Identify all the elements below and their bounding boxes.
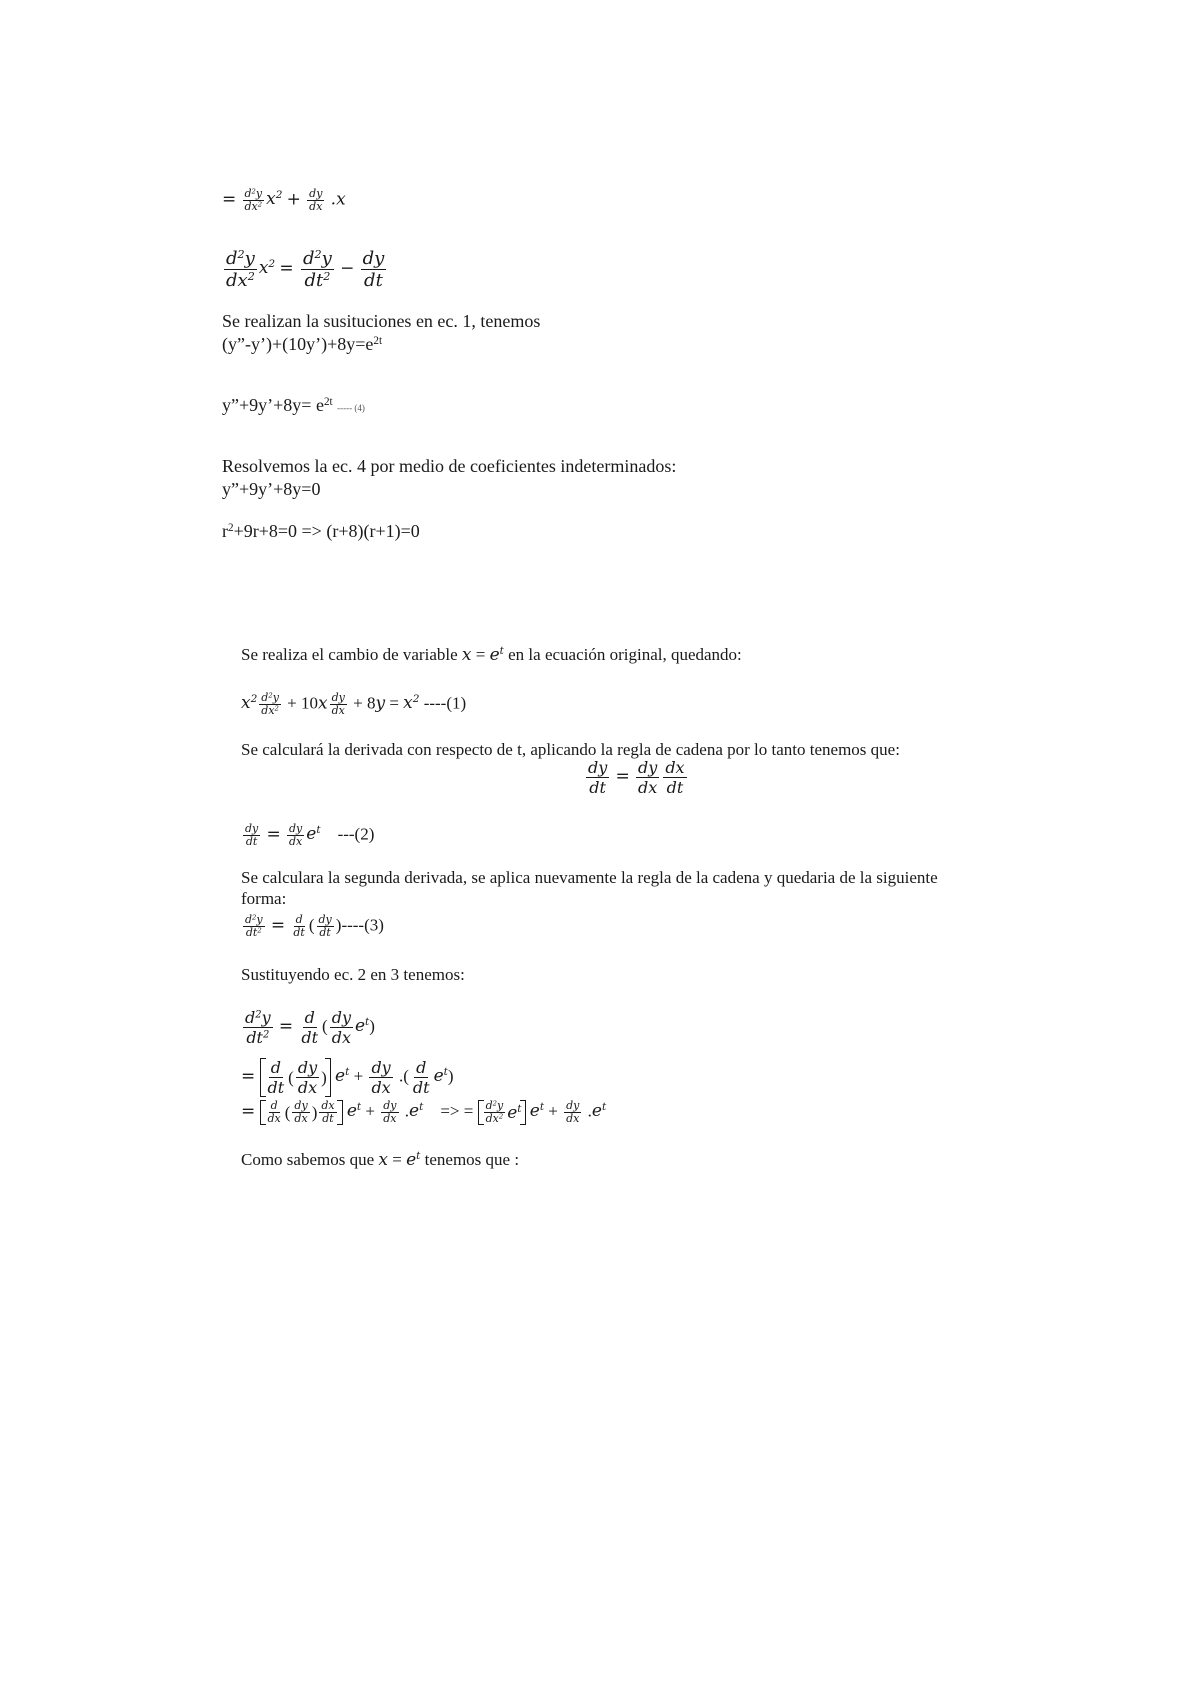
homogeneous-equation: y”+9y’+8y=0 xyxy=(222,479,321,499)
equation-second-derivative-expansion: = $\frac{d^2y}{dx^2}$ $x^2$ + $\frac{dy}{dx}$ .x xyxy=(222,187,346,213)
chain-rule-equation: $\frac{dy}{dt}$ = $\frac{dy}{dx}$ $\frac{dx}{dt}$ xyxy=(588,758,685,797)
equation-2: $\frac{dy}{dt}$ = $\frac{dy}{dx}$ $e^t$ ---(2) xyxy=(245,822,375,848)
substitution-text: Se realizan la susituciones en ec. 1, tenemos xyxy=(222,311,541,331)
chain-rule-text: Se calculará la derivada con respecto de t, aplicando la regla de cadena por lo tanto tenemos que: xyxy=(241,740,900,759)
substituting-text: Sustituyendo ec. 2 en 3 tenemos: xyxy=(241,965,465,984)
substituted-equation: $(y”-y’)+(10y’)+8y=e^{2t}$ xyxy=(222,334,383,354)
equation-4-tag: ----- (4) xyxy=(337,403,365,413)
equation-3-tag: ----(3) xyxy=(341,915,384,935)
second-derivative-text-line1: Se calculara la segunda derivada, se aplica nuevamente la regla de la cadena y quedaria de la siguiente xyxy=(241,868,938,887)
equation-4: y”+9y’+8y= $e^{2t}$ ----- (4) xyxy=(222,395,365,415)
equation-1-tag: ----(1) xyxy=(423,693,467,713)
equation-1: $x^2$ $\frac{d^2y}{dx^2}$ + 10x $\frac{dy}{dx}$ + $8y = x^2$ ----(1) xyxy=(241,691,467,717)
derivation-line-3: = $\frac{d}{dx}$ ( $\frac{dy}{dx}$ ) $\frac{dx}{dt}$ $e^t$ + $\frac{dy}{dx}$ $.e^t$ => = $\frac{d^2y}{dx^2}$ $e^t$ $e^t$ + $\frac{dy}{dx}$ $.e^t$ xyxy=(241,1099,607,1125)
characteristic-equation: $r^2+9r+8=0 => (r+8)(r+1)=0$ xyxy=(222,521,420,541)
variable-change-text: Se realiza el cambio de variable $x = e^t$ en la ecuación original, quedando: xyxy=(241,645,742,665)
derivation-line-1: $\frac{d^2y}{dt^2}$ = $\frac{d}{dt}$ ( $\frac{dy}{dx}$ $e^t$) xyxy=(245,1008,375,1047)
equation-2-tag: ---(2) xyxy=(337,824,375,844)
derivation-line-2: = $\frac{d}{dt}$ ( $\frac{dy}{dx}$ ) $e^t$ + $\frac{dy}{dx}$ .( $\frac{d}{dt}$ $e^t$) xyxy=(241,1058,454,1097)
equation-3: $\frac{d^2y}{dt^2}$ = $\frac{d}{dt}$ ( $\frac{dy}{dt}$ )----(3) xyxy=(245,913,384,939)
final-text: Como sabemos que $x = e^t$ tenemos que : xyxy=(241,1150,520,1170)
solve-text: Resolvemos la ec. 4 por medio de coeficientes indeterminados: xyxy=(222,456,677,476)
equation-second-derivative-relation: $\frac{d^2y}{dx^2}$ $x^2$ = $\frac{d^2y}{dt^2}$ − $\frac{dy}{dt}$ xyxy=(226,247,385,291)
second-derivative-text-line2: forma: xyxy=(241,889,287,908)
